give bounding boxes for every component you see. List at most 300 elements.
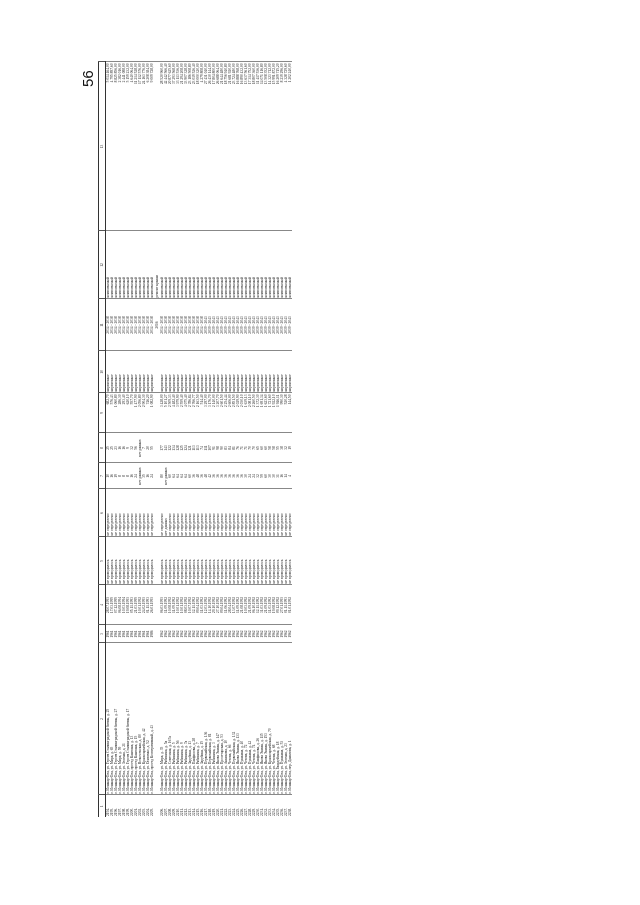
table-cell: 17 804 800,00: [212, 62, 216, 231]
table-cell: 2039 - 2043: [284, 299, 288, 351]
table-cell: г. Йошкар-Ола, ул. Мира, д. 65: [110, 643, 114, 795]
table-cell: г. Йошкар-Ола, ул. Якова Эшпая, д. 147: [216, 643, 220, 795]
table-cell: 134: [172, 433, 176, 463]
table-cell: 81: [232, 433, 236, 463]
table-cell: 2 851,50: [232, 393, 236, 433]
table-cell: не определено: [168, 489, 172, 537]
table-cell: 2213.: [188, 795, 192, 817]
table-cell: 4 795 897,60: [110, 62, 114, 231]
table-cell: 2222.: [224, 795, 228, 817]
table-cell: 2039 - 2043: [252, 299, 256, 351]
table-cell: г. Йошкар-Ола, ул. Чехова, д. 68: [272, 643, 276, 795]
table-cell: не проводилось: [138, 537, 142, 585]
table-cell: г. Йошкар-Ола, ул. Зарубина, д. 15: [200, 643, 204, 795]
table-cell: 2 254,44: [224, 393, 228, 433]
table-cell: 2 766,77: [192, 393, 196, 433]
table-cell: 17.03.1995: [110, 585, 114, 625]
table-cell: кирпичные: [168, 351, 172, 393]
table-cell: 16 209 715,20: [276, 62, 280, 231]
table-cell: 1 060,80: [114, 393, 118, 433]
table-cell: 36: [240, 463, 244, 489]
table-cell: 16 888 768,00: [236, 62, 240, 231]
table-cell: г. Йошкар-Ола, ул. Панфилова, д. 26: [256, 643, 260, 795]
table-cell: 20: [146, 433, 150, 463]
table-cell: 24: [248, 463, 252, 489]
table-cell: 2202.: [138, 795, 142, 817]
table-cell: кирпичные: [256, 351, 260, 393]
table-cell: не проводилось: [172, 537, 176, 585]
table-cell: 2 382 016,00: [118, 62, 122, 231]
table-cell: 2212.: [184, 795, 188, 817]
table-cell: 124: [184, 433, 188, 463]
table-cell: 14 071 116,80: [260, 62, 264, 231]
table-cell: 1961: [142, 625, 146, 643]
table-cell: 1962: [196, 625, 200, 643]
table-cell: 1962: [188, 625, 192, 643]
table-cell: кирпичные: [232, 351, 236, 393]
table-cell: не проводилось: [228, 537, 232, 585]
table-cell: комплексный: [146, 231, 150, 299]
table-cell: 1 202 240,00: [288, 62, 292, 231]
table-cell: 2218.: [208, 795, 212, 817]
table-cell: 293,40: [122, 393, 126, 433]
column-header: 2: [99, 643, 106, 795]
table-cell: кирпичные: [106, 351, 111, 393]
table-cell: 21.03.1995: [134, 585, 138, 625]
table-cell: 2232.: [264, 795, 268, 817]
table-cell: 1 691,34: [260, 393, 264, 433]
table-cell: 16: [280, 463, 284, 489]
table-cell: кирпичные: [114, 351, 118, 393]
table-cell: 64: [184, 463, 188, 489]
table-cell: 2200.: [130, 795, 134, 817]
table-cell: не проводилось: [196, 537, 200, 585]
table-cell: кирпичные: [160, 351, 164, 393]
table-cell: 10.03.1992: [244, 585, 248, 625]
table-cell: 746,20: [146, 393, 150, 433]
table-cell: 2 260,50: [252, 393, 256, 433]
table-cell: не определено: [118, 489, 122, 537]
table-cell: 1 372,30: [256, 393, 260, 433]
table-cell: 3 979,90: [176, 393, 180, 433]
table-cell: 2034 - 2038: [138, 299, 142, 351]
table-cell: 36: [228, 463, 232, 489]
table-cell: 13.07.1992: [232, 585, 236, 625]
table-cell: не определено: [232, 489, 236, 537]
table-cell: г. Йошкар-Ола, ул. Красноармейская, д. 70: [268, 643, 272, 795]
table-cell: 31.03.1992: [260, 585, 264, 625]
table-cell: 1962: [272, 625, 276, 643]
table-cell: 1 639,13: [244, 393, 248, 433]
table-cell: кирпичные: [252, 351, 256, 393]
table-cell: 1962: [244, 625, 248, 643]
table-cell: 17 314 752,00: [248, 62, 252, 231]
table-cell: 60: [188, 463, 192, 489]
table-cell: не определено: [280, 489, 284, 537]
table-cell: 2195.: [110, 795, 114, 817]
table-cell: 2209.: [172, 795, 176, 817]
table-cell: 1961: [122, 625, 126, 643]
table-cell: 2214.: [192, 795, 196, 817]
table-cell: 59: [260, 463, 264, 489]
table-cell: кирпичные: [212, 351, 216, 393]
table-cell: 107: [208, 433, 212, 463]
table-cell: не определено: [106, 489, 111, 537]
table-cell: 2039 - 2043: [244, 299, 248, 351]
table-cell: не проводилось: [200, 537, 204, 585]
table-cell: 2226.: [240, 795, 244, 817]
table-cell: комплексный: [224, 231, 228, 299]
table-cell: 2216.: [200, 795, 204, 817]
table-cell: комплексный: [142, 231, 146, 299]
table-cell: 21.09.1992: [248, 585, 252, 625]
table-cell: г. Йошкар-Ола, ул. Первомайская, д. 81: [208, 643, 212, 795]
table-cell: 1961: [118, 625, 122, 643]
table-cell: кирпичные: [184, 351, 188, 393]
table-cell: не проводилось: [106, 537, 111, 585]
table-cell: кирпичные: [280, 351, 284, 393]
table-cell: не определено: [244, 489, 248, 537]
column-header: 9: [99, 393, 106, 433]
table-cell: г. Йошкар-Ола, ул. Панфилова, д. 28: [192, 643, 196, 795]
table-cell: 24: [252, 463, 256, 489]
page-number: 56: [80, 70, 97, 87]
table-cell: 16 890 432,00: [240, 62, 244, 231]
table-cell: 9: [126, 433, 130, 463]
table-cell: не проводилось: [276, 537, 280, 585]
table-cell: комплексный: [216, 231, 220, 299]
table-cell: кирпичные: [138, 351, 142, 393]
table-cell: 12.03.1992: [204, 585, 208, 625]
table-cell: 514,40: [200, 393, 204, 433]
column-header: 3: [99, 625, 106, 643]
table-cell: комплексный: [212, 231, 216, 299]
table-cell: не определено: [122, 489, 126, 537]
table-cell: 2233.: [268, 795, 272, 817]
table-cell: 1962: [264, 625, 268, 643]
table-cell: г. Йошкар-Ола, ул. Пушкина, д. 53: [280, 643, 284, 795]
table-cell: не проводилось: [142, 537, 146, 585]
table-cell: г. Йошкар-Ола, проезд Каштана, д. 13: [130, 643, 134, 795]
table-cell: 37 293 568,00: [172, 62, 176, 231]
table-cell: 55: [150, 433, 154, 463]
table-cell: г. Йошкар-Ола, проезд Кооперативный, д. 43: [150, 643, 154, 795]
table-cell: не проводилось: [288, 537, 292, 585]
table-cell: 2201.: [134, 795, 138, 817]
table-cell: 06.03.1993: [160, 585, 164, 625]
table-cell: не определено: [216, 489, 220, 537]
table-cell: кирпичные: [176, 351, 180, 393]
table-cell: г. Йошкар-Ола, ул. Рябинина, д. 5а: [164, 643, 168, 795]
table-cell: 30: [268, 463, 272, 489]
table-cell: 2034 - 2038: [184, 299, 188, 351]
table-cell: не проводилось: [160, 537, 164, 585]
table-cell: г. Йошкар-Ола, ул. Осипенко, д. 52: [146, 643, 150, 795]
table-cell: 60: [168, 463, 172, 489]
table-cell: 1 477,90: [134, 393, 138, 433]
table-cell: не определено: [180, 489, 184, 537]
table-cell: не проводилось: [188, 537, 192, 585]
table-cell: 2223.: [228, 795, 232, 817]
table-cell: не проводилось: [244, 537, 248, 585]
table-cell: 121: [188, 433, 192, 463]
table-cell: 1961: [130, 625, 134, 643]
table-cell: не проводилось: [114, 537, 118, 585]
table-cell: кирпичные: [208, 351, 212, 393]
section-label: ремонт крыши: [154, 231, 160, 299]
table-cell: 2034 - 2038: [150, 299, 154, 351]
table-cell: кирпичные: [284, 351, 288, 393]
table-cell: кирпичные: [276, 351, 280, 393]
table-cell: 48: [204, 463, 208, 489]
table-cell: не определено: [204, 489, 208, 537]
column-header: 12: [99, 231, 106, 299]
table-cell: 2039 - 2043: [204, 299, 208, 351]
table-cell: 2238.: [288, 795, 292, 817]
table-cell: 2235.: [276, 795, 280, 817]
table-cell: 1 922,10: [272, 393, 276, 433]
table-cell: кирпичные: [240, 351, 244, 393]
table-cell: 1962: [160, 625, 164, 643]
table-cell: 2039 - 2043: [232, 299, 236, 351]
table-cell: 64: [172, 463, 176, 489]
table-cell: кирпичные: [200, 351, 204, 393]
table-cell: г. Йошкар-Ола, ул. Пушкина, д. 40: [240, 643, 244, 795]
table-cell: 8 239 296,00: [280, 62, 284, 231]
table-cell: кирпичные: [224, 351, 228, 393]
table-cell: 2219.: [212, 795, 216, 817]
table-cell: г. Йошкар-Ола, Гвардейская, д. 18: [276, 643, 280, 795]
table-cell: 111: [204, 433, 208, 463]
table-cell: комплексный: [276, 231, 280, 299]
table-cell: комплексный: [252, 231, 256, 299]
table-cell: кирпичные: [126, 351, 130, 393]
table-cell: 21.08.1992: [240, 585, 244, 625]
table-cell: не проводилось: [284, 537, 288, 585]
table-cell: 31: [276, 463, 280, 489]
table-cell: 20 877 625,60: [168, 62, 172, 231]
table-cell: не определено: [268, 489, 272, 537]
table-cell: г. Йошкар-Ола, ул. Героев Сталинградской битвы, д. 25: [106, 643, 111, 795]
table-cell: комплексный: [130, 231, 134, 299]
table-cell: не определено: [252, 489, 256, 537]
table-cell: 80: [160, 463, 164, 489]
table-cell: 3 176,70: [208, 393, 212, 433]
table-cell: 2034 - 2038: [142, 299, 146, 351]
table-cell: не проводилось: [280, 537, 284, 585]
table-cell: 2034 - 2038: [146, 299, 150, 351]
table-cell: 2205.: [150, 795, 154, 817]
table-cell: кирпичные: [130, 351, 134, 393]
table-cell: 28.07.1993: [106, 585, 111, 625]
table-cell: 11 417 536,00: [256, 62, 260, 231]
table-cell: не определено: [160, 489, 164, 537]
table-cell: 2 606,00: [228, 393, 232, 433]
table-cell: 11 214 528,00: [134, 62, 138, 231]
table-cell: 1961: [146, 625, 150, 643]
table-cell: 1962: [180, 625, 184, 643]
table-cell: комплексный: [200, 231, 204, 299]
table-cell: комплексный: [176, 231, 180, 299]
table-cell: 10.01.1992: [180, 585, 184, 625]
table-cell: комплексный: [168, 231, 172, 299]
table-cell: 128: [176, 433, 180, 463]
table-cell: 1962: [288, 625, 292, 643]
table-cell: кирпичные: [228, 351, 232, 393]
table-cell: кирпичные: [268, 351, 272, 393]
table-cell: 42: [208, 463, 212, 489]
table-cell: 64: [180, 463, 184, 489]
table-cell: 60: [264, 433, 268, 463]
table-cell: комплексный: [284, 231, 288, 299]
table-cell: не определено: [248, 489, 252, 537]
column-header: 13: [99, 62, 106, 231]
table-cell: кирпичные: [146, 351, 150, 393]
table-cell: кирпичные: [248, 351, 252, 393]
table-cell: 98: [216, 433, 220, 463]
table-cell: 2197.: [118, 795, 122, 817]
table-cell: 2229.: [252, 795, 256, 817]
table-cell: 21 681 920,00: [228, 62, 232, 231]
table-cell: 2227.: [244, 795, 248, 817]
table-cell: 9 009 728,00: [150, 62, 154, 231]
table-cell: не проводилось: [168, 537, 172, 585]
table-cell: 06.08.1994: [118, 585, 122, 625]
table-cell: 620,10: [126, 393, 130, 433]
table-cell: 38: [280, 433, 284, 463]
table-cell: кирпичные: [192, 351, 196, 393]
table-cell: кирпичные: [150, 351, 154, 393]
table-cell: кирпичные: [118, 351, 122, 393]
table-cell: г. Йошкар-Ола, ул. Чехова, д. 74: [252, 643, 256, 795]
table-cell: 125: [180, 433, 184, 463]
table-cell: 84: [228, 433, 232, 463]
table-cell: 36: [232, 463, 236, 489]
table-cell: 90: [220, 433, 224, 463]
table-cell: 8: [118, 463, 122, 489]
table-cell: 06.10.1992: [252, 585, 256, 625]
table-cell: г. Йошкар-Ола, пер. Данилова, д. 1: [288, 643, 292, 795]
table-cell: комплексный: [172, 231, 176, 299]
table-cell: 1962: [240, 625, 244, 643]
table-cell: 2039 - 2043: [260, 299, 264, 351]
table-cell: 2 163,50: [196, 393, 200, 433]
table-cell: комплексный: [236, 231, 240, 299]
table-cell: не проводилось: [256, 537, 260, 585]
table-cell: 2034 - 2038: [110, 299, 114, 351]
table-cell: 10: [106, 463, 111, 489]
table-cell: 1962: [192, 625, 196, 643]
table-cell: 2034 - 2038: [180, 299, 184, 351]
table-cell: не проводилось: [164, 537, 168, 585]
table-cell: 42 442 566,40: [164, 62, 168, 231]
table-cell: 2 056,80: [138, 393, 142, 433]
table-cell: не определено: [150, 489, 154, 537]
table-cell: комплексный: [204, 231, 208, 299]
table-cell: нет данных: [138, 463, 142, 489]
table-cell: 6 208 384,00: [146, 62, 150, 231]
table-cell: 2196.: [114, 795, 118, 817]
table-cell: кирпичные: [272, 351, 276, 393]
table-cell: 29.10.1992: [212, 585, 216, 625]
table-cell: нет данных: [164, 489, 168, 537]
table-wrapper: [98, 62, 292, 817]
table-cell: не проводилось: [192, 537, 196, 585]
table-cell: комплексный: [264, 231, 268, 299]
table-cell: 1962: [248, 625, 252, 643]
table-cell: не определено: [288, 489, 292, 537]
table-cell: не определено: [126, 489, 130, 537]
table-cell: 36: [236, 463, 240, 489]
table-cell: 2039 - 2043: [220, 299, 224, 351]
column-header: 7: [99, 463, 106, 489]
table-cell: 2039 - 2043: [256, 299, 260, 351]
table-cell: 2237.: [284, 795, 288, 817]
table-cell: 1962: [220, 625, 224, 643]
table-cell: не проводилось: [130, 537, 134, 585]
table-cell: 08.03.1992: [184, 585, 188, 625]
table-cell: 91: [212, 433, 216, 463]
table-cell: 3 207,70: [216, 393, 220, 433]
table-cell: не проводилось: [224, 537, 228, 585]
table-cell: 4: [288, 463, 292, 489]
table-cell: г. Йошкар-Ола, ул. Якова Эшпая, д. 133: [236, 643, 240, 795]
table-cell: 2 509,33: [168, 393, 172, 433]
table-cell: 27.01.1993: [280, 585, 284, 625]
table-cell: 2 140,00: [212, 393, 216, 433]
table-cell: кирпичные: [196, 351, 200, 393]
table-cell: не определено: [192, 489, 196, 537]
table-cell: 2224.: [232, 795, 236, 817]
table-cell: не проводилось: [248, 537, 252, 585]
table-cell: не проводилось: [118, 537, 122, 585]
table-cell: 2217.: [204, 795, 208, 817]
table-cell: комплексный: [244, 231, 248, 299]
table-cell: комплексный: [106, 231, 111, 299]
table-cell: 2039 - 2043: [208, 299, 212, 351]
table-cell: кирпичные: [244, 351, 248, 393]
table-cell: 01.11.1993: [146, 585, 150, 625]
table-cell: г. Йошкар-Ола, ул. Зеленая, д. 23: [284, 643, 288, 795]
column-header: 1: [99, 795, 106, 817]
table-cell: 1962: [168, 625, 172, 643]
table-cell: 1962: [256, 625, 260, 643]
table-cell: не проводилось: [260, 537, 264, 585]
table-cell: не определено: [208, 489, 212, 537]
table-cell: 56: [134, 433, 138, 463]
table-cell: 2 601,50: [220, 393, 224, 433]
table-cell: 2225.: [236, 795, 240, 817]
table-header: [99, 62, 106, 817]
table-cell: комплексный: [256, 231, 260, 299]
table-cell: не проводилось: [184, 537, 188, 585]
table-cell: 576,43: [110, 393, 114, 433]
table-cell: 21 294 208,00: [180, 62, 184, 231]
table-cell: 5 014 464,00: [106, 62, 111, 231]
table-cell: 2039 - 2043: [272, 299, 276, 351]
table-cell: 14 323 712,00: [268, 62, 272, 231]
table-cell: не проводилось: [272, 537, 276, 585]
table-cell: 2230.: [256, 795, 260, 817]
table-cell: 09.12.1992: [276, 585, 280, 625]
table-cell: 25: [106, 433, 111, 463]
table-cell: 13 637 561,60: [244, 62, 248, 231]
table-cell: 24: [150, 463, 154, 489]
table-cell: 07.12.1995: [114, 585, 118, 625]
table-cell: 36: [192, 463, 196, 489]
table-cell: не определено: [220, 489, 224, 537]
table-cell: не проводилось: [204, 537, 208, 585]
